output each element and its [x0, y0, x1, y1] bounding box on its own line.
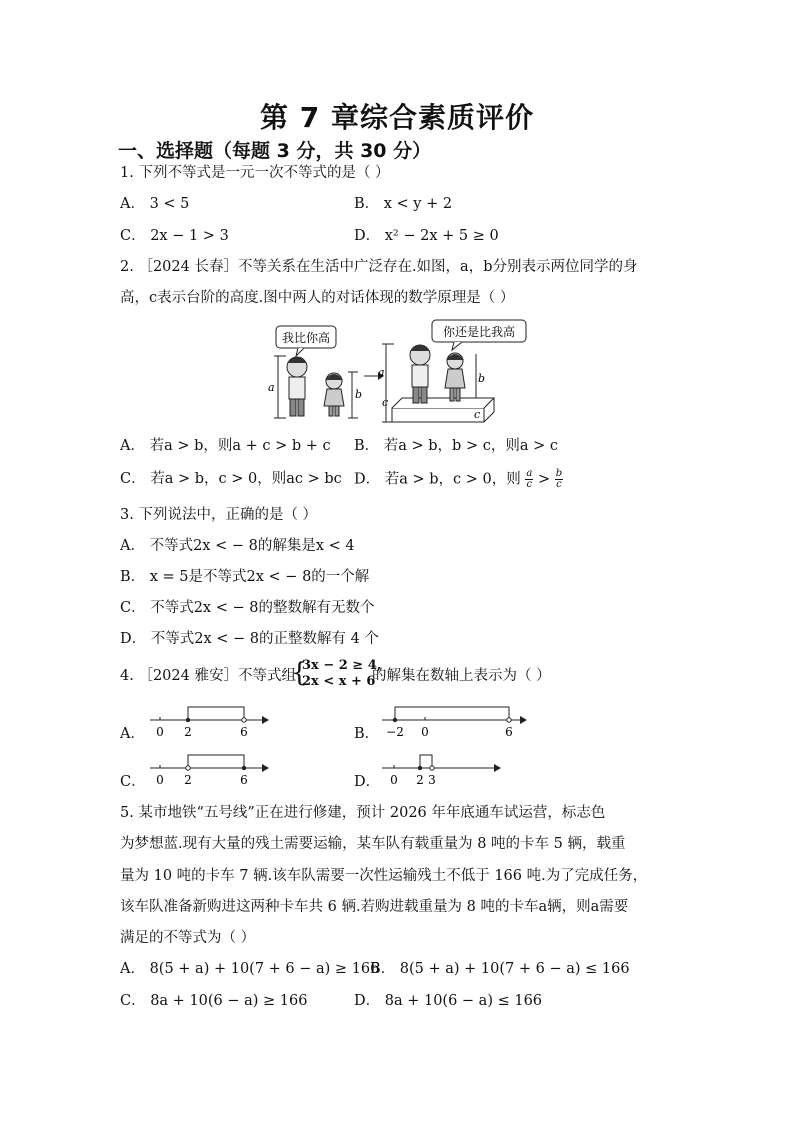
q4-number-line-b	[380, 704, 530, 740]
svg-text:2: 2	[416, 773, 424, 787]
q5-option-b: B． 8(5 + a) + 10(7 + 6 − a) ≤ 166	[370, 961, 630, 977]
q3-option-d: D． 不等式2x < − 8的正整数解有 4 个	[120, 631, 379, 647]
speech-bubble-left	[276, 326, 336, 356]
q2-stem-line2: 高，c表示台阶的高度.图中两人的对话体现的数学原理是（ ）	[120, 290, 515, 306]
q2-option-d-prefix: D． 若a > b，c > 0，则	[354, 471, 521, 488]
q4-stem-pre: 4. ［2024 雅安］不等式组	[120, 668, 296, 684]
q4-number-line-d	[380, 752, 504, 788]
label-c-left: c	[382, 396, 389, 409]
q5-stem-line3: 量为 10 吨的卡车 7 辆.该车队需要一次性运输残土不低于 166 吨.为了完成任务，	[120, 868, 648, 884]
boy-figure-right	[410, 345, 430, 403]
svg-text:3: 3	[428, 773, 436, 787]
q5-option-c: C． 8a + 10(6 − a) ≥ 166	[120, 993, 308, 1009]
q2-option-a: A． 若a > b，则a + c > b + c	[120, 438, 331, 454]
q1-stem: 1. 下列不等式是一元一次不等式的是（ ）	[120, 165, 390, 181]
speech-bubble-right	[432, 320, 526, 350]
fraction-a-over-c: $\frac{a}{c}$	[526, 468, 533, 490]
q5-stem-line5: 满足的不等式为（ ）	[120, 930, 256, 946]
q2-figure	[262, 318, 516, 430]
q4-system-line2: 2x < x + 6	[302, 674, 376, 689]
q5-stem-line2: 为梦想蓝.现有大量的残土需要运输，某车队有载重量为 8 吨的卡车 5 辆，载重	[120, 836, 626, 852]
q5-stem-line4: 该车队准备新购进这两种卡车共 6 辆.若购进载重量为 8 吨的卡车a辆，则a需要	[120, 899, 629, 915]
q1-option-d: D． x² − 2x + 5 ≥ 0	[354, 228, 499, 244]
q2-option-b: B． 若a > b，b > c，则a > c	[354, 438, 558, 454]
q2-stem-line1: 2. ［2024 长春］不等关系在生活中广泛存在.如图，a，b分别表示两位同学的身	[120, 259, 638, 275]
label-c-right: c	[474, 408, 481, 421]
q3-stem: 3. 下列说法中，正确的是（ ）	[120, 507, 318, 523]
q2-option-d	[354, 469, 563, 490]
svg-text:6: 6	[505, 725, 513, 739]
q4-number-line-c	[148, 752, 272, 788]
q3-option-b: B． x = 5是不等式2x < − 8的一个解	[120, 569, 370, 585]
boy-figure-left	[287, 357, 307, 416]
fraction-b-over-c: $\frac{b}{c}$	[555, 468, 563, 490]
q2-option-d-gt: >	[537, 471, 551, 488]
section-heading: 一、选择题（每题 3 分，共 30 分）	[118, 140, 432, 162]
label-a-right: a	[378, 366, 385, 379]
page-title: 第 7 章综合素质评价	[260, 101, 534, 134]
svg-text:0: 0	[421, 725, 429, 739]
q4-stem-post: 的解集在数轴上表示为（ ）	[372, 668, 551, 684]
q4-number-line-a	[148, 704, 272, 740]
svg-text:2: 2	[184, 725, 192, 739]
q4-option-b-label: B．	[354, 726, 380, 742]
label-b-right: b	[478, 372, 486, 385]
svg-text:2: 2	[184, 773, 192, 787]
girl-figure-right	[445, 353, 465, 401]
q1-option-c: C． 2x − 1 > 3	[120, 228, 229, 244]
q1-option-a: A． 3 < 5	[120, 196, 190, 212]
girl-figure-left	[324, 373, 344, 416]
svg-text:0: 0	[390, 773, 398, 787]
label-b-left: b	[355, 388, 363, 401]
q4-system-line1: 3x − 2 ≥ 4,	[302, 658, 382, 673]
q5-option-d: D． 8a + 10(6 − a) ≤ 166	[354, 993, 543, 1009]
svg-text:6: 6	[240, 725, 248, 739]
q4-option-a-label: A．	[120, 726, 145, 742]
q3-option-a: A． 不等式2x < − 8的解集是x < 4	[120, 538, 355, 554]
q4-option-c-label: C．	[120, 774, 146, 790]
bubble-right-text: 你还是比我高	[442, 325, 516, 339]
q1-option-b: B． x < y + 2	[354, 196, 453, 212]
brace: {	[291, 658, 308, 688]
svg-text:0: 0	[156, 725, 164, 739]
svg-text:0: 0	[156, 773, 164, 787]
q4-option-d-label: D．	[354, 774, 381, 790]
bubble-left-text: 我比你高	[281, 331, 331, 345]
q5-option-a: A． 8(5 + a) + 10(7 + 6 − a) ≥ 166	[120, 961, 380, 977]
svg-text:−2: −2	[386, 725, 404, 739]
label-a-left: a	[268, 381, 275, 394]
q3-option-c: C． 不等式2x < − 8的整数解有无数个	[120, 600, 375, 616]
q5-stem-line1: 5. 某市地铁“五号线”正在进行修建，预计 2026 年年底通车试运营，标志色	[120, 805, 606, 821]
svg-text:6: 6	[240, 773, 248, 787]
q2-option-c: C． 若a > b，c > 0，则ac > bc	[120, 471, 342, 487]
